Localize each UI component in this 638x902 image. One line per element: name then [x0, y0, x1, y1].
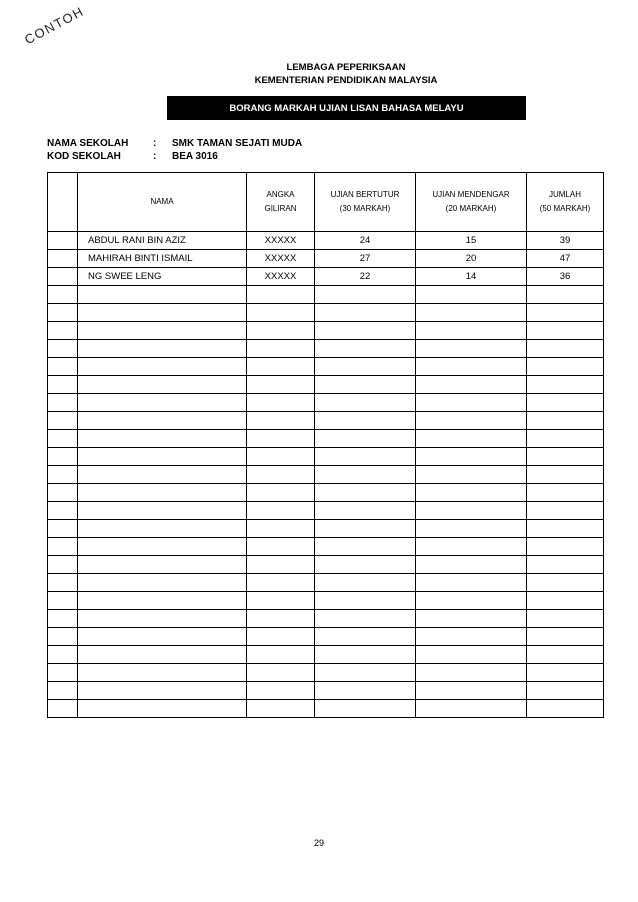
cell-mendengar — [416, 646, 527, 664]
table-row — [48, 484, 604, 502]
table-row — [48, 610, 604, 628]
cell-mendengar — [416, 556, 527, 574]
header-ujian-mendengar: UJIAN MENDENGAR (20 MARKAH) — [416, 173, 527, 232]
table-row — [48, 538, 604, 556]
table-row — [48, 628, 604, 646]
cell-mendengar — [416, 574, 527, 592]
table-row — [48, 592, 604, 610]
cell-number — [48, 394, 78, 412]
cell-mendengar — [416, 358, 527, 376]
cell-jumlah — [527, 664, 604, 682]
cell-nama: MAHIRAH BINTI ISMAIL — [78, 250, 247, 268]
cell-mendengar — [416, 430, 527, 448]
cell-bertutur — [315, 340, 416, 358]
cell-mendengar — [416, 664, 527, 682]
cell-bertutur — [315, 376, 416, 394]
table-row — [48, 466, 604, 484]
cell-angka — [247, 340, 315, 358]
cell-jumlah — [527, 646, 604, 664]
cell-bertutur — [315, 412, 416, 430]
cell-bertutur — [315, 394, 416, 412]
cell-jumlah — [527, 682, 604, 700]
cell-nama — [78, 538, 247, 556]
cell-nama — [78, 664, 247, 682]
cell-number — [48, 358, 78, 376]
cell-bertutur — [315, 700, 416, 718]
cell-mendengar — [416, 376, 527, 394]
cell-number — [48, 628, 78, 646]
cell-nama — [78, 430, 247, 448]
cell-nama — [78, 322, 247, 340]
table-row — [48, 412, 604, 430]
cell-bertutur — [315, 502, 416, 520]
cell-jumlah — [527, 502, 604, 520]
table-header-row — [48, 173, 604, 232]
cell-angka — [247, 394, 315, 412]
cell-number — [48, 250, 78, 268]
cell-nama — [78, 574, 247, 592]
cell-angka — [247, 610, 315, 628]
cell-bertutur — [315, 646, 416, 664]
cell-angka — [247, 430, 315, 448]
table-row — [48, 268, 604, 286]
school-code-label: KOD SEKOLAH — [47, 151, 121, 162]
table-row — [48, 574, 604, 592]
table-row — [48, 502, 604, 520]
cell-number — [48, 466, 78, 484]
table-row — [48, 322, 604, 340]
table-row — [48, 394, 604, 412]
cell-mendengar — [416, 502, 527, 520]
form-title-banner: BORANG MARKAH UJIAN LISAN BAHASA MELAYU — [167, 96, 526, 120]
cell-jumlah — [527, 466, 604, 484]
table-row — [48, 232, 604, 250]
cell-number — [48, 448, 78, 466]
cell-jumlah — [527, 484, 604, 502]
cell-bertutur — [315, 556, 416, 574]
cell-mendengar — [416, 322, 527, 340]
cell-bertutur: 22 — [315, 268, 416, 286]
table-row — [48, 304, 604, 322]
table-row — [48, 448, 604, 466]
school-code-colon: : — [153, 151, 157, 162]
cell-jumlah — [527, 412, 604, 430]
cell-mendengar — [416, 394, 527, 412]
cell-mendengar — [416, 448, 527, 466]
cell-number — [48, 484, 78, 502]
school-code-value: BEA 3016 — [172, 151, 218, 162]
cell-bertutur — [315, 466, 416, 484]
header-number — [48, 173, 78, 232]
header-line-2: KEMENTERIAN PENDIDIKAN MALAYSIA — [254, 75, 438, 86]
table-row — [48, 358, 604, 376]
page-number: 29 — [313, 838, 324, 848]
header-angka-giliran: ANGKA GILIRAN — [247, 173, 315, 232]
cell-jumlah — [527, 556, 604, 574]
cell-number — [48, 664, 78, 682]
cell-number — [48, 322, 78, 340]
cell-number — [48, 340, 78, 358]
cell-angka — [247, 286, 315, 304]
cell-angka: XXXXX — [247, 268, 315, 286]
cell-jumlah — [527, 358, 604, 376]
cell-nama — [78, 502, 247, 520]
cell-angka — [247, 502, 315, 520]
cell-nama — [78, 304, 247, 322]
cell-number — [48, 268, 78, 286]
cell-nama — [78, 520, 247, 538]
cell-bertutur — [315, 358, 416, 376]
cell-bertutur — [315, 304, 416, 322]
cell-jumlah — [527, 322, 604, 340]
cell-angka — [247, 520, 315, 538]
cell-bertutur — [315, 520, 416, 538]
cell-angka — [247, 646, 315, 664]
cell-nama — [78, 358, 247, 376]
cell-bertutur — [315, 682, 416, 700]
cell-mendengar — [416, 304, 527, 322]
school-name-colon: : — [153, 138, 157, 149]
header-jumlah: JUMLAH (50 MARKAH) — [527, 173, 604, 232]
cell-angka — [247, 664, 315, 682]
cell-jumlah — [527, 574, 604, 592]
cell-mendengar — [416, 682, 527, 700]
cell-mendengar — [416, 628, 527, 646]
cell-angka — [247, 358, 315, 376]
table-row — [48, 682, 604, 700]
cell-jumlah — [527, 394, 604, 412]
cell-mendengar: 15 — [416, 232, 527, 250]
cell-nama — [78, 466, 247, 484]
cell-mendengar: 14 — [416, 268, 527, 286]
cell-nama — [78, 556, 247, 574]
table-row — [48, 556, 604, 574]
cell-number — [48, 286, 78, 304]
cell-jumlah — [527, 286, 604, 304]
cell-number — [48, 682, 78, 700]
marks-table — [47, 172, 604, 718]
cell-mendengar: 20 — [416, 250, 527, 268]
cell-angka — [247, 592, 315, 610]
header-nama: NAMA — [78, 173, 247, 232]
cell-angka — [247, 322, 315, 340]
cell-mendengar — [416, 610, 527, 628]
cell-jumlah: 39 — [527, 232, 604, 250]
table-row — [48, 340, 604, 358]
cell-nama — [78, 448, 247, 466]
cell-number — [48, 430, 78, 448]
school-name-value: SMK TAMAN SEJATI MUDA — [172, 138, 303, 149]
cell-number — [48, 232, 78, 250]
cell-jumlah: 36 — [527, 268, 604, 286]
cell-bertutur — [315, 430, 416, 448]
cell-nama — [78, 682, 247, 700]
table-row — [48, 700, 604, 718]
cell-number — [48, 646, 78, 664]
cell-mendengar — [416, 412, 527, 430]
cell-nama — [78, 592, 247, 610]
cell-nama — [78, 286, 247, 304]
cell-number — [48, 700, 78, 718]
table-row — [48, 250, 604, 268]
cell-bertutur — [315, 628, 416, 646]
cell-mendengar — [416, 538, 527, 556]
cell-jumlah — [527, 448, 604, 466]
cell-mendengar — [416, 340, 527, 358]
cell-jumlah — [527, 340, 604, 358]
table-row — [48, 430, 604, 448]
cell-angka — [247, 448, 315, 466]
cell-number — [48, 376, 78, 394]
table-row — [48, 520, 604, 538]
cell-nama — [78, 412, 247, 430]
cell-angka — [247, 538, 315, 556]
table-row — [48, 376, 604, 394]
cell-angka — [247, 304, 315, 322]
cell-nama — [78, 610, 247, 628]
cell-nama — [78, 646, 247, 664]
cell-mendengar — [416, 484, 527, 502]
cell-mendengar — [416, 592, 527, 610]
cell-angka — [247, 412, 315, 430]
cell-nama: NG SWEE LENG — [78, 268, 247, 286]
header-ujian-bertutur: UJIAN BERTUTUR (30 MARKAH) — [315, 173, 416, 232]
cell-angka: XXXXX — [247, 250, 315, 268]
cell-angka — [247, 376, 315, 394]
cell-nama — [78, 376, 247, 394]
cell-angka — [247, 466, 315, 484]
cell-jumlah — [527, 376, 604, 394]
cell-jumlah — [527, 304, 604, 322]
cell-bertutur — [315, 592, 416, 610]
cell-bertutur — [315, 322, 416, 340]
cell-jumlah — [527, 628, 604, 646]
watermark-stamp: CONTOH — [22, 3, 87, 48]
cell-angka — [247, 574, 315, 592]
cell-mendengar — [416, 520, 527, 538]
cell-number — [48, 520, 78, 538]
cell-number — [48, 592, 78, 610]
cell-number — [48, 610, 78, 628]
cell-number — [48, 538, 78, 556]
cell-jumlah — [527, 592, 604, 610]
cell-bertutur — [315, 574, 416, 592]
cell-angka — [247, 682, 315, 700]
cell-bertutur: 24 — [315, 232, 416, 250]
cell-nama — [78, 340, 247, 358]
school-name-label: NAMA SEKOLAH — [47, 138, 129, 149]
cell-angka — [247, 700, 315, 718]
header-line-1: LEMBAGA PEPERIKSAAN — [286, 62, 406, 73]
cell-jumlah — [527, 538, 604, 556]
table-row — [48, 286, 604, 304]
cell-angka: XXXXX — [247, 232, 315, 250]
cell-jumlah — [527, 610, 604, 628]
cell-bertutur — [315, 286, 416, 304]
cell-jumlah — [527, 430, 604, 448]
cell-mendengar — [416, 466, 527, 484]
cell-nama — [78, 700, 247, 718]
cell-bertutur — [315, 664, 416, 682]
cell-mendengar — [416, 700, 527, 718]
cell-nama — [78, 628, 247, 646]
cell-bertutur: 27 — [315, 250, 416, 268]
cell-angka — [247, 484, 315, 502]
cell-nama — [78, 484, 247, 502]
cell-number — [48, 556, 78, 574]
cell-bertutur — [315, 610, 416, 628]
cell-jumlah — [527, 700, 604, 718]
cell-number — [48, 574, 78, 592]
cell-nama — [78, 394, 247, 412]
table-row — [48, 646, 604, 664]
cell-angka — [247, 556, 315, 574]
cell-angka — [247, 628, 315, 646]
cell-number — [48, 412, 78, 430]
table-row — [48, 664, 604, 682]
cell-number — [48, 304, 78, 322]
cell-number — [48, 502, 78, 520]
cell-bertutur — [315, 484, 416, 502]
cell-mendengar — [416, 286, 527, 304]
cell-bertutur — [315, 448, 416, 466]
cell-jumlah — [527, 520, 604, 538]
cell-nama: ABDUL RANI BIN AZIZ — [78, 232, 247, 250]
cell-jumlah: 47 — [527, 250, 604, 268]
cell-bertutur — [315, 538, 416, 556]
